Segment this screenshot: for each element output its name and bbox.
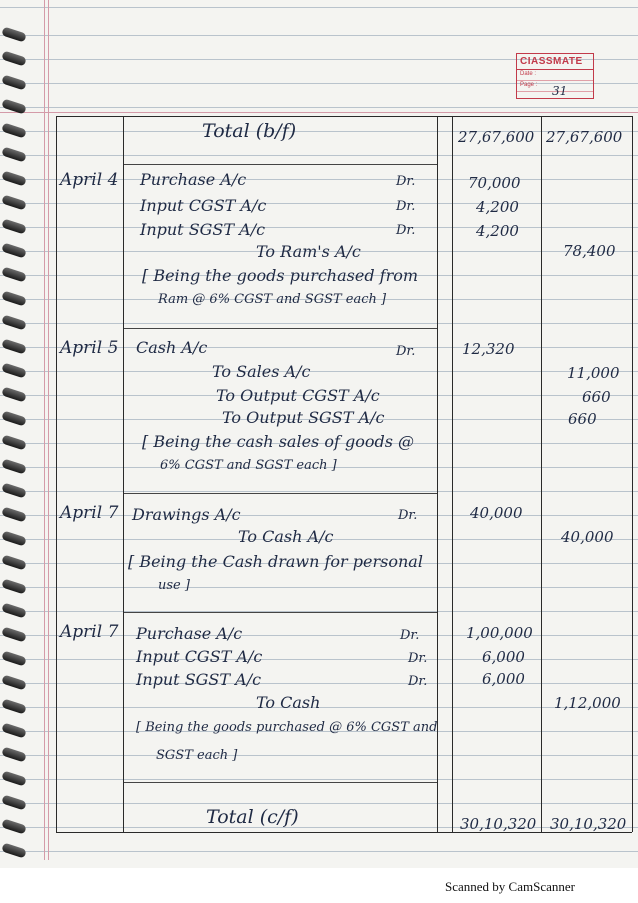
dr-marker: Dr.: [396, 199, 416, 214]
dr-marker: Dr.: [396, 174, 416, 189]
entry-separator: [124, 164, 437, 165]
ring-icon: [1, 579, 27, 595]
dr-marker: Dr.: [398, 508, 418, 523]
dr-marker: Dr.: [396, 344, 416, 359]
narration: [ Being the Cash drawn for personal: [128, 552, 423, 571]
entry-line: Input SGST A/c: [136, 670, 262, 689]
margin-line: [48, 0, 49, 860]
narration: 6% CGST and SGST each ]: [160, 458, 337, 473]
entry-date: April 7: [60, 503, 119, 523]
ring-icon: [1, 699, 27, 715]
credit-amount: 78,400: [563, 242, 616, 260]
scanner-watermark: Scanned by CamScanner: [445, 879, 575, 894]
ring-icon: [1, 51, 27, 67]
entry-line: Purchase A/c: [140, 170, 247, 189]
debit-amount: 1,00,000: [466, 624, 533, 642]
spiral-binding: [0, 30, 30, 860]
ring-icon: [1, 675, 27, 691]
debit-amount: 6,000: [482, 670, 525, 688]
credit-amount: 40,000: [561, 528, 614, 546]
ring-icon: [1, 411, 27, 427]
margin-line: [44, 0, 45, 860]
entry-date: April 7: [60, 622, 119, 642]
ring-icon: [1, 171, 27, 187]
date-label: Date :: [517, 70, 593, 81]
credit-amount: 660: [582, 388, 611, 406]
entry-line: Drawings A/c: [132, 505, 241, 524]
debit-amount: 12,320: [462, 340, 515, 358]
ring-icon: [1, 771, 27, 787]
entry-line: To Ram's A/c: [256, 242, 361, 261]
credit-amount: 1,12,000: [554, 694, 621, 712]
entry-line: Cash A/c: [136, 338, 208, 357]
ring-icon: [1, 387, 27, 403]
ring-icon: [1, 651, 27, 667]
debit-amount: 40,000: [470, 504, 523, 522]
ring-icon: [1, 363, 27, 379]
ring-icon: [1, 243, 27, 259]
ledger-col-date: [123, 116, 124, 832]
entry-date: April 5: [60, 338, 119, 358]
total-bf-label: Total (b/f): [202, 120, 297, 142]
ring-icon: [1, 747, 27, 763]
ring-icon: [1, 99, 27, 115]
ring-icon: [1, 483, 27, 499]
debit-amount: 4,200: [476, 198, 519, 216]
dr-marker: Dr.: [400, 628, 420, 643]
entry-separator: [124, 612, 437, 613]
ledger-col-lf: [452, 116, 453, 832]
entry-line: Purchase A/c: [136, 624, 243, 643]
ring-icon: [1, 315, 27, 331]
narration: Ram @ 6% CGST and SGST each ]: [158, 292, 387, 307]
debit-amount: 6,000: [482, 648, 525, 666]
debit-amount: 4,200: [476, 222, 519, 240]
dr-marker: Dr.: [408, 674, 428, 689]
credit-amount: 660: [568, 410, 597, 428]
total-cf-debit: 30,10,320: [460, 815, 537, 833]
ring-icon: [1, 339, 27, 355]
ring-icon: [1, 843, 27, 859]
ring-icon: [1, 219, 27, 235]
entry-separator: [124, 782, 437, 783]
entry-separator: [124, 493, 437, 494]
total-cf-credit: 30,10,320: [550, 815, 627, 833]
entry-line: Input CGST A/c: [136, 647, 263, 666]
ring-icon: [1, 795, 27, 811]
narration: use ]: [158, 578, 190, 593]
entry-line: Input SGST A/c: [140, 220, 266, 239]
entry-line: To Output SGST A/c: [222, 408, 385, 427]
ring-icon: [1, 531, 27, 547]
ledger-bottom-border: [56, 832, 632, 833]
total-cf-label: Total (c/f): [206, 806, 299, 828]
ring-icon: [1, 819, 27, 835]
ring-icon: [1, 195, 27, 211]
ring-icon: [1, 267, 27, 283]
ledger-top-border: [56, 116, 632, 117]
entry-line: To Cash: [256, 693, 321, 712]
ring-icon: [1, 723, 27, 739]
total-bf-credit: 27,67,600: [546, 128, 623, 146]
ledger-col-debit: [541, 116, 542, 832]
narration: [ Being the goods purchased @ 6% CGST and: [136, 720, 438, 735]
page-label: Page :: [517, 81, 593, 92]
ring-icon: [1, 291, 27, 307]
narration: [ Being the cash sales of goods @: [142, 432, 415, 451]
total-bf-debit: 27,67,600: [458, 128, 535, 146]
credit-amount: 11,000: [567, 364, 620, 382]
ring-icon: [1, 555, 27, 571]
entry-line: To Cash A/c: [238, 527, 334, 546]
entry-line: To Output CGST A/c: [216, 386, 380, 405]
ring-icon: [1, 459, 27, 475]
ring-icon: [1, 123, 27, 139]
page-number: 31: [552, 84, 568, 98]
brand-name: CIASSMATE: [517, 54, 593, 70]
ring-icon: [1, 147, 27, 163]
entry-line: To Sales A/c: [212, 362, 311, 381]
entry-date: April 4: [60, 170, 119, 190]
ring-icon: [1, 507, 27, 523]
entry-line: Input CGST A/c: [140, 196, 267, 215]
ring-icon: [1, 603, 27, 619]
header-line: [0, 112, 638, 113]
ring-icon: [1, 435, 27, 451]
ring-icon: [1, 75, 27, 91]
narration: SGST each ]: [156, 748, 238, 763]
ring-icon: [1, 627, 27, 643]
ledger-border-right: [632, 116, 633, 832]
entry-separator: [124, 328, 437, 329]
debit-amount: 70,000: [468, 174, 521, 192]
dr-marker: Dr.: [408, 651, 428, 666]
ledger-border-left: [56, 116, 57, 832]
narration: [ Being the goods purchased from: [142, 266, 419, 285]
dr-marker: Dr.: [396, 223, 416, 238]
